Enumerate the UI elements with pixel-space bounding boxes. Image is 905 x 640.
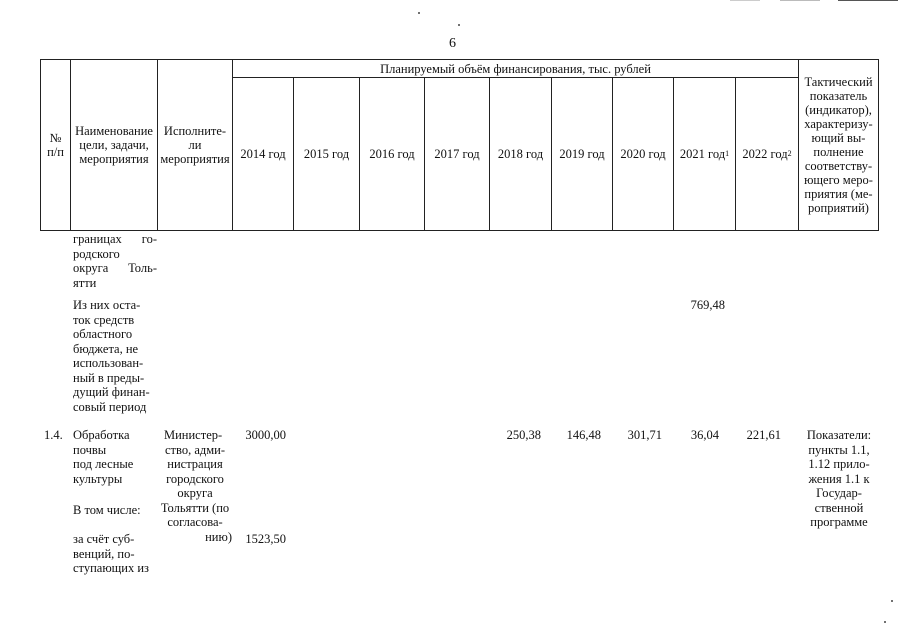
top-edge-line bbox=[780, 0, 820, 1]
header-financing-text: Планируемый объём финансирования, тыс. рублей bbox=[380, 61, 651, 76]
row-1-4-value-2018: 250,38 bbox=[506, 428, 541, 442]
row-1-4-num: 1.4. bbox=[44, 428, 63, 442]
grid-vline bbox=[878, 59, 879, 231]
header-year-2018: 2018 год bbox=[497, 147, 544, 161]
scan-speck bbox=[458, 24, 460, 26]
header-executor bbox=[158, 60, 232, 230]
header-indicator bbox=[799, 60, 878, 230]
header-year-2019: 2019 год bbox=[559, 147, 605, 161]
top-edge-line bbox=[838, 0, 898, 1]
scan-speck bbox=[891, 600, 893, 602]
scan-speck bbox=[884, 621, 886, 623]
header-name-text: Наименование цели, задачи, мероприятия bbox=[75, 124, 153, 166]
row-1-4-value-2019: 146,48 bbox=[566, 428, 601, 442]
header-year-2015: 2015 год bbox=[303, 147, 350, 161]
header-financing-group bbox=[233, 60, 798, 77]
header-name bbox=[71, 60, 157, 230]
row-1-4-name: Обработка почвы под лесные культуры bbox=[73, 428, 134, 486]
row-1-4-subsidy: за счёт суб- венций, по- ступающих из bbox=[73, 532, 149, 575]
header-indicator-text: Тактический показатель (индикатор), характеризу-ющий вы-полнение соответству-ющего меро-приятия (ме-роприятий) bbox=[804, 75, 873, 215]
continued-name: границах го- родского округа Толь- ятти bbox=[73, 232, 157, 290]
row-1-4-value-2021: 36,04 bbox=[690, 428, 719, 442]
header-year-2016: 2016 год bbox=[369, 147, 415, 161]
grid-header-bottom bbox=[40, 230, 879, 231]
row-1-4-value-2022: 221,61 bbox=[746, 428, 781, 442]
row-1-4-indicator: Показатели: пункты 1.1, 1.12 прило- жения 1.1 к Государ- ственной программе bbox=[806, 428, 872, 529]
row-1-4-value-2020: 301,71 bbox=[627, 428, 662, 442]
row-1-4-executor: Министер- ство, адми- нистрация городского округа Тольятти (по согласова- нию) bbox=[160, 428, 232, 544]
page-number: 6 bbox=[449, 36, 456, 51]
header-year-2022: 2022 год 2 bbox=[742, 147, 792, 161]
remainder-value-2021: 769,48 bbox=[690, 298, 725, 312]
header-year-2020: 2020 год bbox=[620, 147, 666, 161]
header-year-2021: 2021 год 1 bbox=[679, 147, 730, 161]
remainder-name: Из них оста- ток средств областного бюджета, не использован- ный в преды- дущий финан- совый период bbox=[73, 298, 150, 414]
top-edge-line bbox=[730, 0, 760, 1]
header-year-2014: 2014 год bbox=[240, 147, 286, 161]
scan-speck bbox=[418, 12, 420, 14]
row-1-4-subsidy-2014: 1523,50 bbox=[245, 532, 286, 546]
row-1-4-value-2014: 3000,00 bbox=[245, 428, 286, 442]
header-num bbox=[41, 60, 70, 230]
header-year-2017: 2017 год bbox=[434, 147, 480, 161]
header-executor-text: Исполните-ли мероприятия bbox=[160, 124, 230, 166]
header-num-text: № п/п bbox=[47, 131, 64, 159]
row-1-4-including: В том числе: bbox=[73, 503, 141, 517]
